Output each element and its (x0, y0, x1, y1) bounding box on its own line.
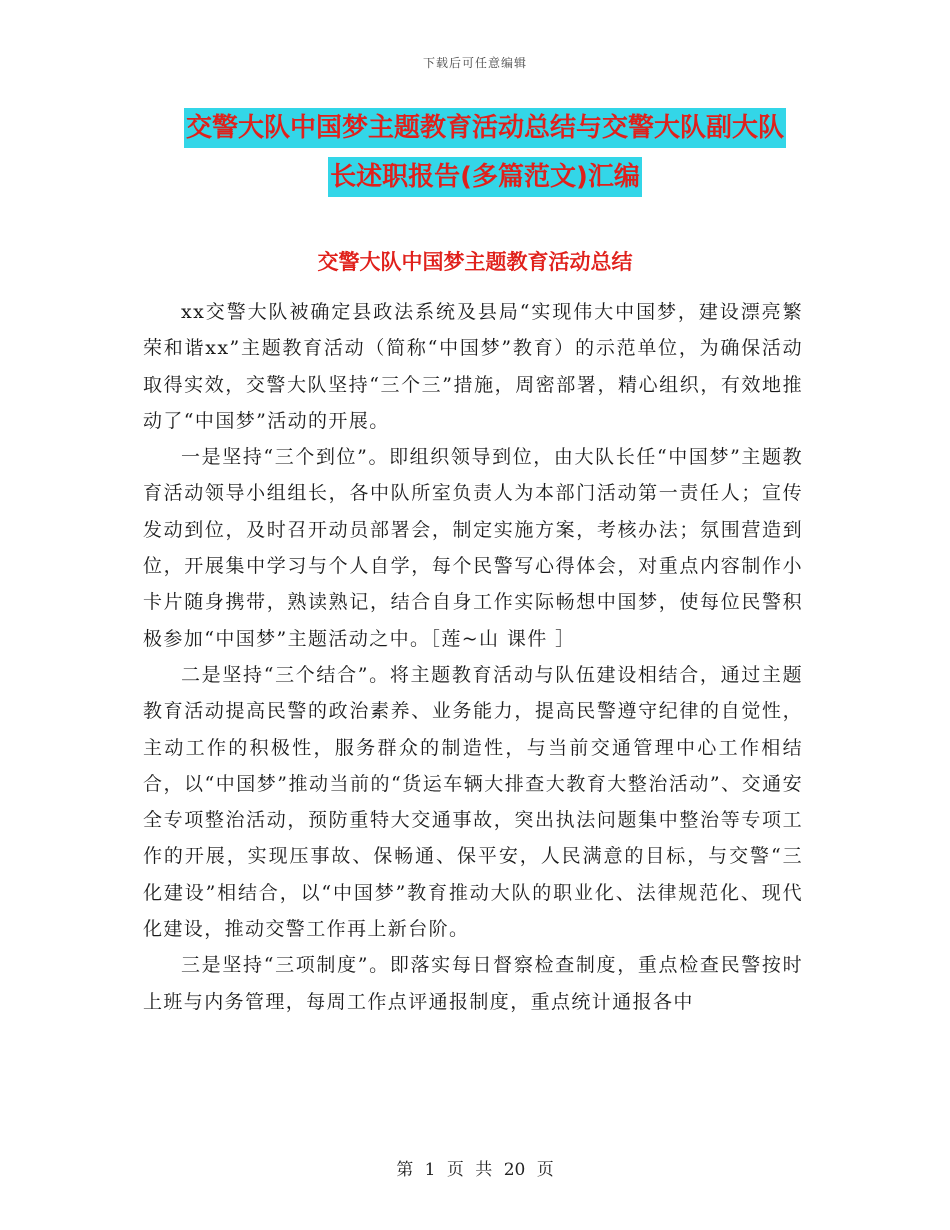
page-header-note: 下载后可任意编辑 (422, 56, 527, 70)
paragraph-3: 二是坚持“三个结合”。将主题教育活动与队伍建设相结合，通过主题教育活动提高民警的政治素养、业务能力，提高民警遵守纪律的自觉性，主动工作的积极性，服务群众的制造性，与当前交通管理中心工作相结合，以“中国梦”推动当前的“货运车辆大排查大教育大整治活动”、交通安全专项整治活动，预防重特大交通事故，突出执法问题集中整治等专项工作的开展，实现压事故、保畅通、保平安，人民满意的目标，与交警“三化建设”相结合，以“中国梦”教育推动大队的职业化、法律规范化、现代化建设，推动交警工作再上新台阶。 (143, 663, 803, 941)
page-footer-number: 第 1 页 共 20 页 (396, 1160, 554, 1180)
paragraph-4: 三是坚持“三项制度”。即落实每日督察检查制度，重点检查民警按时上班与内务管理，每周工作点评通报制度，重点统计通报各中 (143, 954, 803, 1013)
document-title-line-2: 长述职报告(多篇范文)汇编 (328, 157, 642, 197)
paragraph-1: xx交警大队被确定县政法系统及县局“实现伟大中国梦，建设漂亮繁荣和谐xx”主题教育活动（简称“中国梦”教育）的示范单位，为确保活动取得实效，交警大队坚持“三个三”措施，周密部署，精心组织，有效地推动了“中国梦”活动的开展。 (143, 301, 803, 432)
paragraph-2: 一是坚持“三个到位”。即组织领导到位，由大队长任“中国梦”主题教育活动领导小组组长，各中队所室负责人为本部门活动第一责任人；宣传发动到位，及时召开动员部署会，制定实施方案，考核办法；氛围营造到位，开展集中学习与个人自学，每个民警写心得体会，对重点内容制作小卡片随身携带，熟读熟记，结合自身工作实际畅想中国梦，使每位民警积极参加“中国梦”主题活动之中。［莲~山 课件 ］ (143, 446, 803, 650)
document-title (140, 108, 830, 197)
document-title-line-1: 交警大队中国梦主题教育活动总结与交警大队副大队 (184, 108, 786, 148)
document-body (143, 294, 803, 1020)
section-title: 交警大队中国梦主题教育活动总结 (317, 250, 633, 274)
